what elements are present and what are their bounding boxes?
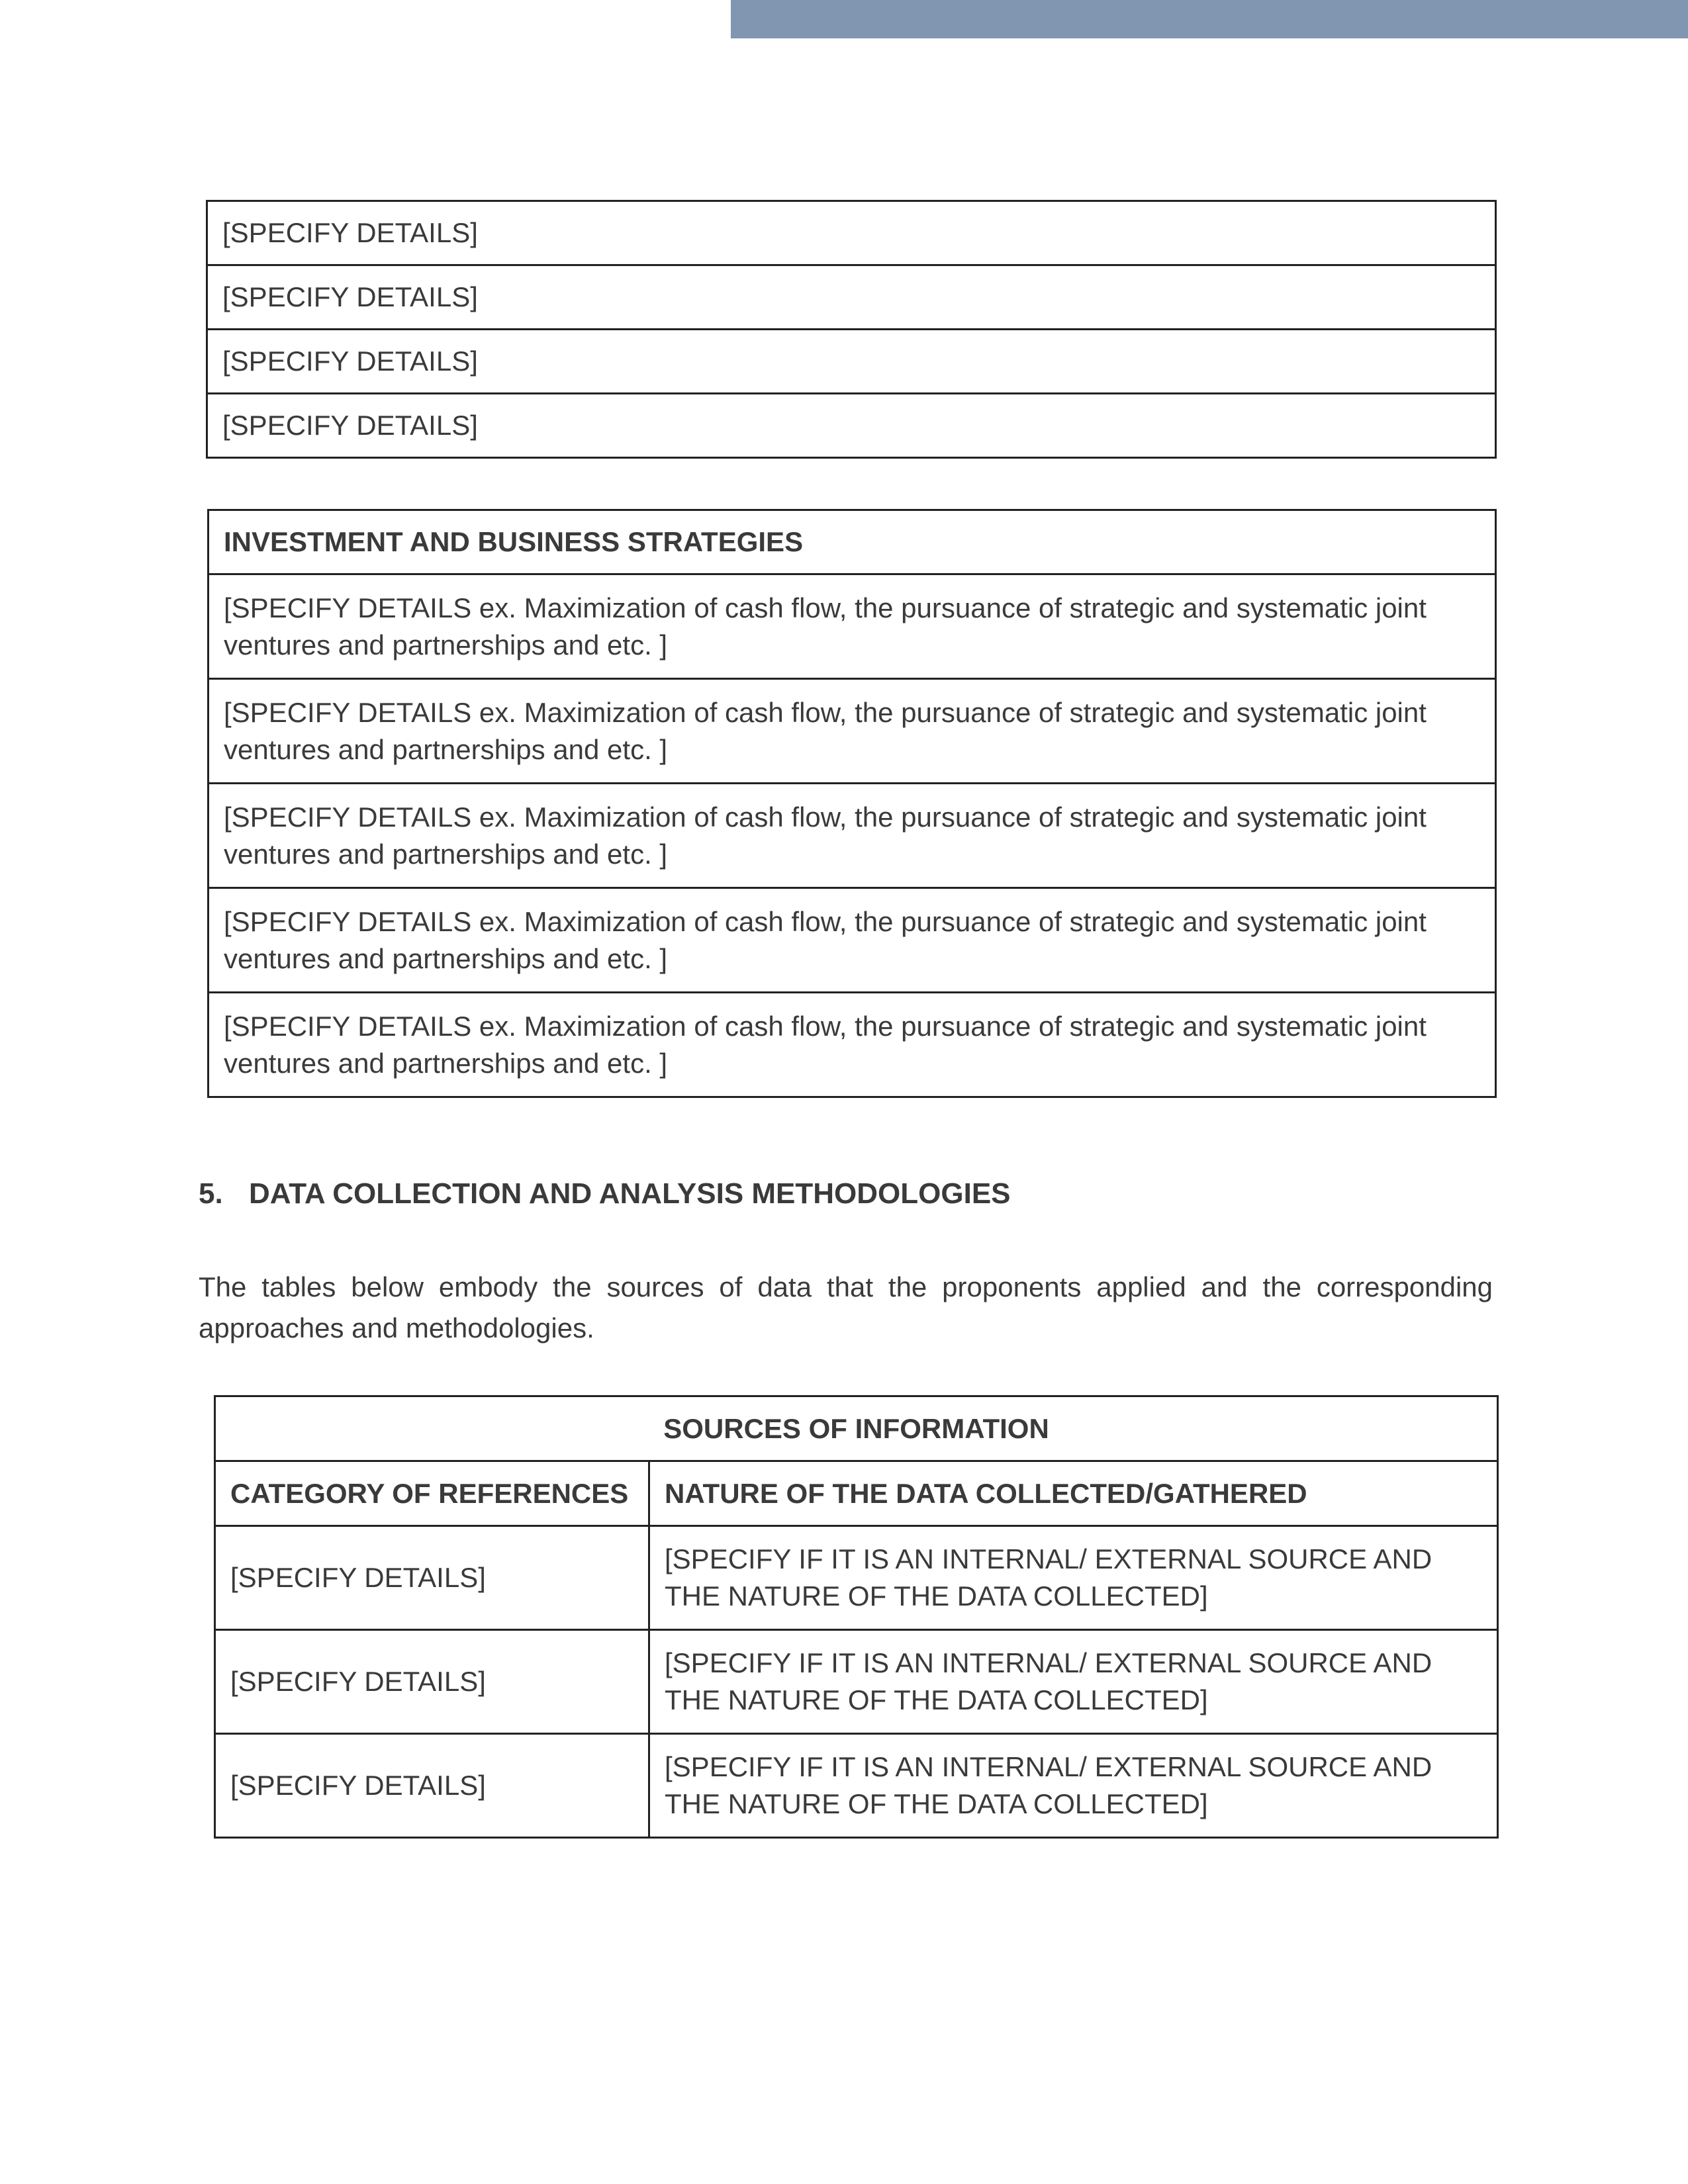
table-row <box>207 265 1496 330</box>
table-row <box>215 1526 1498 1630</box>
table-cell: [SPECIFY DETAILS] <box>207 330 1496 394</box>
table-row <box>209 993 1496 1097</box>
table-row <box>207 201 1496 265</box>
table-cell: [SPECIFY DETAILS ex. Maximization of cash flow, the pursuance of strategic and systematic joint ventures and partnerships and etc. ] <box>209 574 1496 679</box>
column-header: CATEGORY OF REFERENCES <box>215 1461 649 1526</box>
section-number: 5. <box>199 1177 223 1210</box>
table-row <box>209 679 1496 784</box>
column-header: NATURE OF THE DATA COLLECTED/GATHERED <box>649 1461 1498 1526</box>
details-table <box>206 200 1497 459</box>
table-cell: [SPECIFY DETAILS] <box>207 201 1496 265</box>
table-title-row <box>215 1396 1498 1461</box>
table-row <box>207 330 1496 394</box>
table-header-row <box>215 1461 1498 1526</box>
table-cell: [SPECIFY IF IT IS AN INTERNAL/ EXTERNAL SOURCE AND THE NATURE OF THE DATA COLLECTED] <box>649 1526 1498 1630</box>
table-cell: [SPECIFY DETAILS ex. Maximization of cash flow, the pursuance of strategic and systematic joint ventures and partnerships and etc. ] <box>209 993 1496 1097</box>
investment-strategies-table <box>207 509 1497 1098</box>
table-cell: [SPECIFY DETAILS ex. Maximization of cash flow, the pursuance of strategic and systematic joint ventures and partnerships and etc. ] <box>209 784 1496 888</box>
table-row <box>215 1734 1498 1838</box>
table-cell: [SPECIFY DETAILS] <box>215 1526 649 1630</box>
table-cell: [SPECIFY DETAILS] <box>207 265 1496 330</box>
section-paragraph: The tables below embody the sources of data that the proponents applied and the corresponding approaches and methodologies. <box>199 1271 1493 1343</box>
table-heading: INVESTMENT AND BUSINESS STRATEGIES <box>209 510 1496 574</box>
table-cell: [SPECIFY DETAILS] <box>215 1630 649 1734</box>
table-header-row <box>209 510 1496 574</box>
table-cell: [SPECIFY DETAILS] <box>215 1734 649 1838</box>
section-title: DATA COLLECTION AND ANALYSIS METHODOLOGIES <box>249 1177 1011 1210</box>
section-heading <box>199 1177 1011 1210</box>
table-cell: [SPECIFY DETAILS ex. Maximization of cash flow, the pursuance of strategic and systematic joint ventures and partnerships and etc. ] <box>209 679 1496 784</box>
table-cell: [SPECIFY IF IT IS AN INTERNAL/ EXTERNAL SOURCE AND THE NATURE OF THE DATA COLLECTED] <box>649 1630 1498 1734</box>
table-row <box>209 784 1496 888</box>
table-row <box>215 1630 1498 1734</box>
table-row <box>207 394 1496 458</box>
table-row <box>209 888 1496 993</box>
table-row <box>209 574 1496 679</box>
table-cell: [SPECIFY DETAILS ex. Maximization of cash flow, the pursuance of strategic and systematic joint ventures and partnerships and etc. ] <box>209 888 1496 993</box>
table-cell: [SPECIFY IF IT IS AN INTERNAL/ EXTERNAL SOURCE AND THE NATURE OF THE DATA COLLECTED] <box>649 1734 1498 1838</box>
header-bar <box>731 0 1688 38</box>
table-cell: [SPECIFY DETAILS] <box>207 394 1496 458</box>
table-title: SOURCES OF INFORMATION <box>215 1396 1498 1461</box>
sources-of-information-table <box>214 1395 1499 1839</box>
